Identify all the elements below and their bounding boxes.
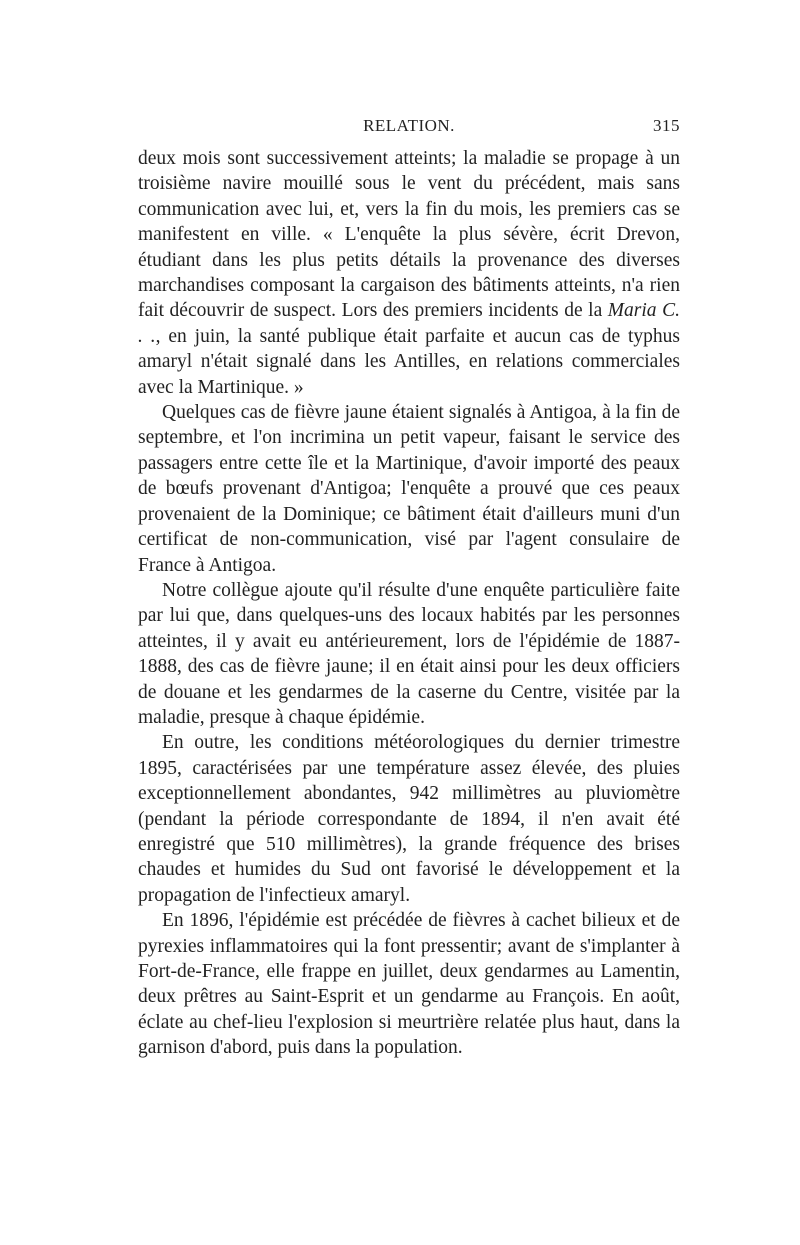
paragraph-1-text-b: , en juin, la santé publique était parfaite et aucun cas de typhus amaryl n'était signalé dans les Antilles, en relations commerciales avec la Martinique. » (138, 325, 680, 398)
paragraph-1-text-a: deux mois sont successivement atteints; la maladie se propage à un troisième navire mouillé sous le vent du précédent, mais sans communication avec lui, et, vers la fin du mois, les premiers cas se manifestent en ville. « L'enquête la plus sévère, écrit Drevon, étudiant dans les plus petits détails la provenance des diverses marchandises composant la cargaison des bâtiments atteints, n'a rien fait découvrir de suspect. Lors des premiers incidents de la (138, 148, 680, 322)
running-title: RELATION. (363, 116, 455, 135)
paragraph-4: En outre, les conditions météorologiques du dernier trimestre 1895, caractérisées par une température assez élevée, des pluies exceptionnellement abondantes, 942 millimètres au pluviomètre (pendant la période correspondante de 1894, il n'en avait été enregistré que 510 millimètres), la grande fréquence des brises chaudes et humides du Sud ont favorisé le développement et la propagation de l'infectieux amaryl. (138, 732, 680, 906)
paragraph-1 (138, 146, 680, 400)
running-header (138, 116, 680, 146)
body-text (138, 146, 680, 1061)
book-page (138, 116, 680, 1061)
paragraph-5: En 1896, l'épidémie est précédée de fièvres à cachet bilieux et de pyrexies inflammatoires qui la font pressentir; avant de s'implanter à Fort-de-France, elle frappe en juillet, deux gendarmes au Lamentin, deux prêtres au Saint-Esprit et un gendarme au François. En août, éclate au chef-lieu l'explosion si meurtrière relatée plus haut, dans la garnison d'abord, puis dans la population. (138, 910, 680, 1059)
page-number: 315 (653, 116, 680, 135)
ship-name: Maria C. . . (138, 300, 680, 347)
paragraph-3: Notre collègue ajoute qu'il résulte d'une enquête particulière faite par lui que, dans quelques-uns des locaux habités par les personnes atteintes, il y avait eu antérieurement, lors de l'épidémie de 1887-1888, des cas de fièvre jaune; il en était ainsi pour les deux officiers de douane et les gendarmes de la caserne du Centre, visitée par la maladie, presque à chaque épidémie. (138, 579, 680, 728)
paragraph-2: Quelques cas de fièvre jaune étaient signalés à Antigoa, à la fin de septembre, et l'on incrimina un petit vapeur, faisant le service des passagers entre cette île et la Martinique, d'avoir importé des peaux de bœufs provenant d'Antigoa; l'enquête a prouvé que ces peaux provenaient de la Dominique; ce bâtiment était d'ailleurs muni d'un certificat de non-communication, visé par l'agent consulaire de France à Antigoa. (138, 402, 680, 576)
